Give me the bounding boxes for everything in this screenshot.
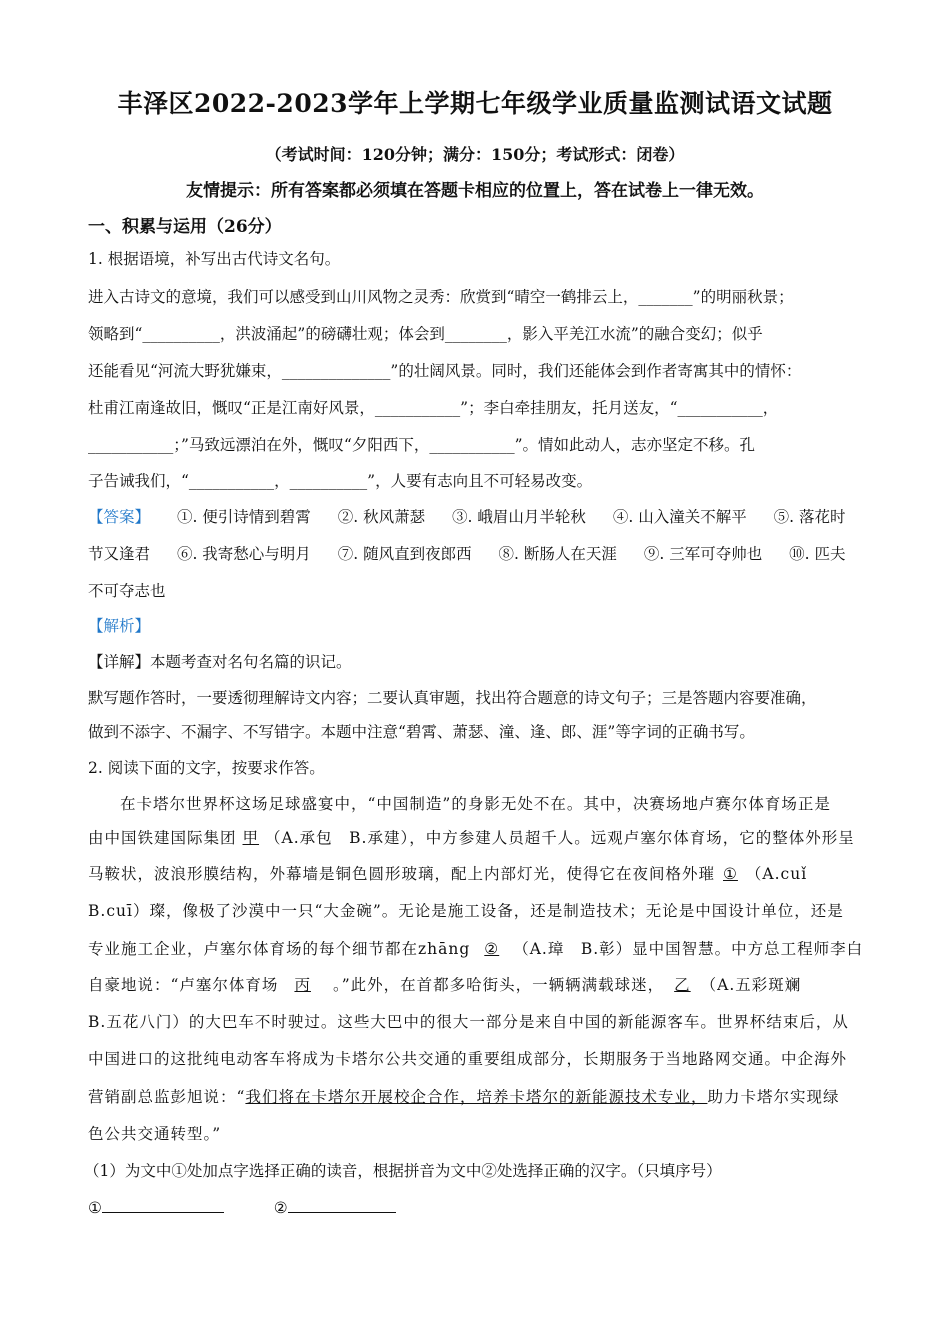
explain-line-2: 做到不添字、不漏字、不写错字。本题中注意“碧霄、萧瑟、潼、逢、郎、涯”等字词的正确书写。: [88, 723, 755, 741]
passage-text: 助力卡塔尔实现绿: [707, 1088, 840, 1106]
passage-text: 。”此外，在首都多哈街头，一辆辆满载球迷，: [332, 976, 665, 994]
answer-item: ⑨. 三军可夺帅也: [643, 545, 763, 563]
passage-line-10: 色公共交通转型。”: [88, 1125, 222, 1143]
blank-1: ①: [723, 865, 738, 883]
passage-text: （A.cuǐ: [745, 865, 808, 883]
passage-text: 专业施工企业，卢塞尔体育场的每个细节都在zhāng: [88, 940, 471, 958]
blank-bing: 丙: [294, 976, 311, 994]
answer-item: ⑦. 随风直到夜郎西: [337, 545, 472, 563]
passage-text: （A.承包 B.承建），中方参建人员超千人。远观卢塞尔体育场，它的整体外形呈: [265, 829, 855, 847]
passage-line-1: 在卡塔尔世界杯这场足球盛宴中，“中国制造”的身影无处不在。其中，决赛场地卢赛尔体育场正是: [120, 795, 831, 813]
blank-2: ②: [484, 940, 500, 958]
detail-text: 【详解】本题考查对名句名篇的识记。: [88, 653, 352, 671]
answer-item: ①. 便引诗情到碧霄: [176, 508, 311, 526]
passage-line-9: [88, 1086, 868, 1108]
passage-line-4: B.cuī）璨，像极了沙漠中一只“大金碗”。无论是施工设备，还是制造技术；无论是中国设计单位，还是: [88, 902, 844, 920]
answer-label: 【答案】: [88, 508, 151, 526]
answer-label-2: ②: [273, 1199, 288, 1217]
answer-item: ⑤. 落花时: [773, 508, 846, 526]
answer-label-1: ①: [88, 1199, 102, 1217]
q1-answers-row-1: [88, 506, 868, 528]
passage-line-8: 中国进口的这批纯电动客车将成为卡塔尔公共交通的重要组成部分，长期服务于当地路网交通。中企海外: [88, 1050, 848, 1068]
friendly-tip: 友情提示：所有答案都必须填在答题卡相应的位置上，答在试卷上一律无效。: [186, 181, 764, 201]
analysis-label: 【解析】: [88, 617, 151, 635]
q2-prompt: 2. 阅读下面的文字，按要求作答。: [88, 759, 325, 777]
q2-sub1-prompt: （1）为文中①处加点字选择正确的读音，根据拼音为文中②处选择正确的汉字。（只填序号）: [84, 1162, 722, 1180]
passage-text: 自豪地说：“卢塞尔体育场: [88, 976, 279, 994]
section-heading: 一、积累与运用（26分）: [88, 217, 282, 237]
passage-line-6: [88, 974, 868, 996]
passage-line-3: [88, 863, 868, 885]
q1-line-2: 领略到“__________，洪波涌起”的磅礴壮观；体会到________，影入平羌江水流”的融合变幻；似乎: [88, 325, 763, 343]
passage-text: 由中国铁建国际集团: [88, 829, 237, 847]
answer-item: ⑥. 我寄愁心与明月: [176, 545, 311, 563]
answer-item: ⑩. 匹夫: [789, 545, 846, 563]
passage-text: 营销副总监彭旭说：“: [88, 1088, 246, 1106]
passage-line-7: B.五花八门）的大巴车不时驶过。这些大巴中的很大一部分是来自中国的新能源客车。世界杯结束后，从: [88, 1013, 849, 1031]
exam-info: （考试时间：120分钟；满分：150分；考试形式：闭卷）: [265, 145, 685, 164]
answer-item: ②. 秋风萧瑟: [337, 508, 426, 526]
q1-line-4: 杜甫江南逢故旧，慨叹“正是江南好风景，___________”；李白牵挂朋友，托月送友，“___________，: [88, 399, 779, 417]
answer-item: ⑧. 断肠人在天涯: [498, 545, 617, 563]
passage-line-5: [88, 938, 868, 960]
blank-yi: 乙: [674, 976, 691, 994]
passage-text: （A.五彩斑斓: [700, 976, 802, 994]
q1-line-6: 子告诫我们，“___________，__________”，人要有志向且不可轻易改变。: [88, 472, 593, 490]
answer-item: ④. 山入潼关不解平: [612, 508, 747, 526]
q2-sub1-answer-row: [88, 1196, 868, 1219]
q1-prompt: 1. 根据语境，补写出古代诗文名句。: [88, 250, 341, 268]
q1-line-5: ___________；”马致远漂泊在外，慨叹“夕阳西下，___________”。情如此动人，志亦坚定不移。孔: [88, 436, 756, 454]
blank-jia: 甲: [242, 829, 260, 847]
explain-line-1: 默写题作答时，一要透彻理解诗文内容；二要认真审题，找出符合题意的诗文句子；三是答题内容要准确，: [88, 689, 817, 707]
answer-item: 节又逢君: [88, 545, 151, 563]
q1-line-1: 进入古诗文的意境，我们可以感受到山川风物之灵秀：欣赏到“晴空一鹤排云上，_______”的明丽秋景；: [88, 288, 794, 306]
answer-blank-1[interactable]: [102, 1196, 224, 1213]
answer-item: ③. 峨眉山月半轮秋: [452, 508, 586, 526]
q1-answers-row-3: 不可夺志也: [88, 582, 166, 600]
page-title: 丰泽区2022-2023学年上学期七年级学业质量监测试语文试题: [117, 89, 833, 118]
answer-blank-2[interactable]: [288, 1196, 396, 1213]
passage-text: （A.璋 B.彰）显中国智慧。中方总工程师李白: [513, 940, 864, 958]
q1-line-3: 还能看见“河流大野犹嫌束，______________”的壮阔风景。同时，我们还能体会到作者寄寓其中的情怀：: [88, 362, 802, 380]
passage-line-2: [88, 827, 868, 849]
passage-text: 马鞍状，波浪形膜结构，外幕墙是铜色圆形玻璃，配上内部灯光，使得它在夜间格外璀: [88, 865, 716, 883]
underlined-sentence: 我们将在卡塔尔开展校企合作，培养卡塔尔的新能源技术专业，: [245, 1088, 708, 1106]
q1-answers-row-2: [88, 543, 868, 565]
